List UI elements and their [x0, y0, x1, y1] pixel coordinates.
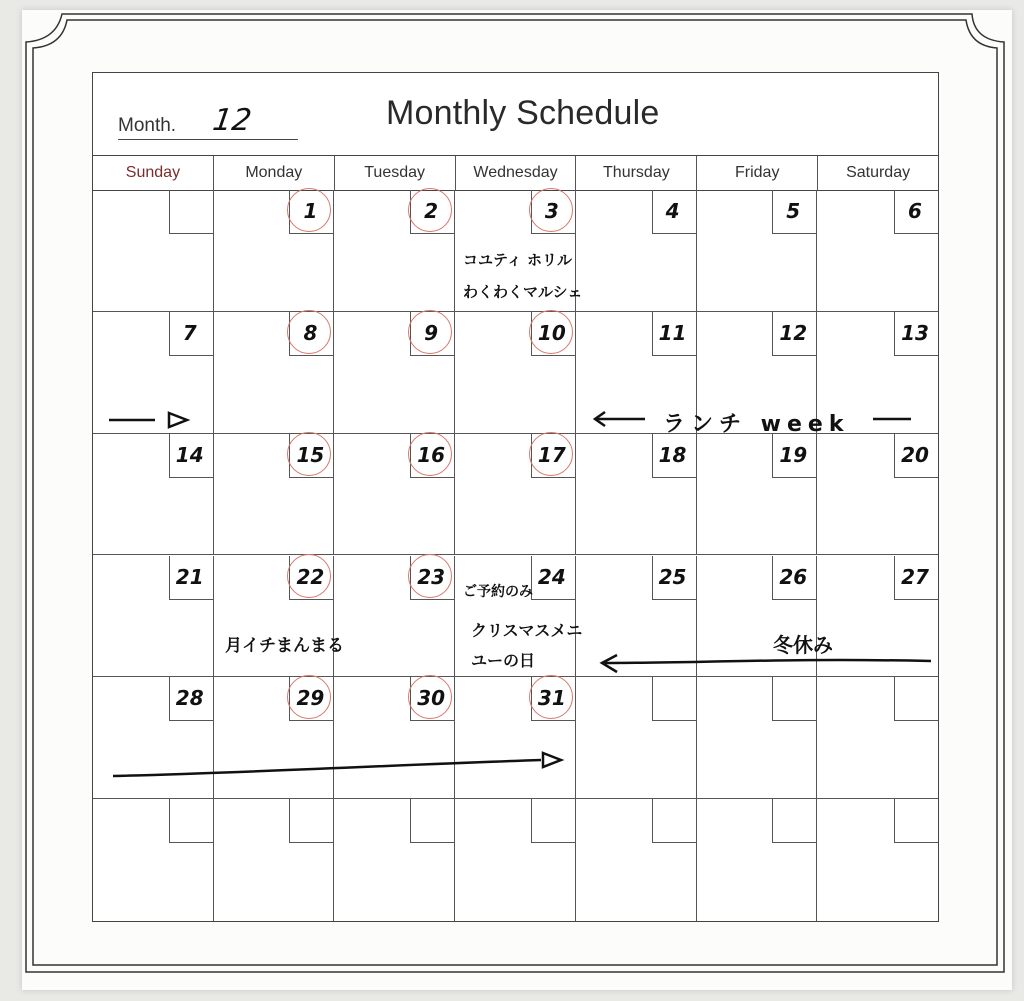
date-box [894, 677, 938, 721]
calendar-cell [334, 434, 455, 556]
calendar-cell [214, 556, 335, 678]
date-number: 3 [531, 190, 573, 232]
calendar-cell [93, 556, 214, 678]
weekday-saturday: Saturday [817, 156, 938, 190]
calendar-cell [93, 799, 214, 921]
date-number: 17 [531, 434, 573, 476]
date-number: 18 [658, 442, 687, 467]
date-number: 22 [289, 556, 331, 598]
date-number: 31 [531, 677, 573, 719]
calendar-cell [697, 556, 818, 678]
calendar-cell [214, 312, 335, 434]
weekday-tuesday: Tuesday [334, 156, 455, 190]
calendar-cell [817, 434, 938, 556]
calendar-cell [214, 190, 335, 312]
date-number: 11 [658, 320, 687, 345]
note-reservation-only: ご予約のみ [463, 584, 533, 600]
date-number: 9 [410, 312, 452, 354]
month-underline [118, 139, 298, 140]
calendar-cell [455, 434, 576, 556]
calendar-cell [576, 190, 697, 312]
note-christmas-day: ユーの日 [471, 651, 536, 670]
date-box [289, 799, 333, 843]
date-number: 23 [410, 556, 452, 598]
calendar-cell [576, 434, 697, 556]
date-number: 4 [665, 199, 680, 223]
date-number: 14 [175, 442, 204, 467]
date-number: 5 [786, 199, 801, 223]
calendar-cell [817, 677, 938, 799]
date-box [772, 799, 816, 843]
date-number: 6 [908, 199, 922, 223]
calendar-cell [455, 312, 576, 434]
schedule-sheet [92, 72, 939, 922]
date-number: 13 [901, 320, 929, 345]
calendar-cell [334, 312, 455, 434]
month-label: Month. [118, 115, 177, 136]
date-number: 25 [658, 564, 687, 589]
calendar-cell [817, 799, 938, 921]
calendar-cell [93, 434, 214, 556]
date-number: 10 [531, 312, 573, 354]
date-number: 21 [175, 564, 204, 589]
date-number: 24 [537, 564, 566, 589]
weekday-header-row [93, 155, 938, 191]
date-box [652, 677, 696, 721]
calendar-cell [214, 799, 335, 921]
date-box [169, 799, 213, 843]
weekday-wednesday: Wednesday [455, 156, 576, 190]
note-monthly-manmaru: 月イチまんまる [225, 636, 344, 656]
date-number: 28 [175, 686, 204, 711]
month-value: 12 [210, 103, 254, 138]
weekday-thursday: Thursday [575, 156, 696, 190]
date-box [894, 799, 938, 843]
weekday-friday: Friday [696, 156, 817, 190]
calendar-cell [334, 190, 455, 312]
date-number: 2 [410, 190, 452, 232]
calendar-cell [576, 799, 697, 921]
note-christmas-menu: クリスマスメニ [471, 621, 583, 640]
calendar-cell [334, 556, 455, 678]
calendar-cell [214, 434, 335, 556]
calendar-cell [576, 677, 697, 799]
whiteboard-calendar [22, 10, 1012, 990]
weekday-sunday: Sunday [125, 164, 181, 181]
date-box [169, 190, 213, 234]
calendar-cell [697, 434, 818, 556]
calendar-cell [697, 677, 818, 799]
date-box [652, 799, 696, 843]
date-number: 12 [779, 320, 808, 345]
note-community: コユティ ホリル [463, 251, 573, 269]
date-number: 29 [289, 677, 331, 719]
calendar-cell [93, 190, 214, 312]
date-number: 26 [779, 564, 808, 589]
date-number: 15 [289, 434, 331, 476]
calendar-cell [93, 312, 214, 434]
weekday-monday: Monday [213, 156, 334, 190]
date-number: 7 [182, 320, 197, 345]
date-number: 20 [901, 442, 929, 467]
calendar-cell [214, 677, 335, 799]
calendar-cell [455, 677, 576, 799]
calendar-cell [817, 190, 938, 312]
calendar-cell [334, 799, 455, 921]
calendar-cell [576, 556, 697, 678]
date-box [410, 799, 454, 843]
date-number: 1 [289, 190, 331, 232]
calendar-cell [697, 799, 818, 921]
calendar-cell [93, 677, 214, 799]
date-box [772, 677, 816, 721]
note-marche: わくわくマルシェ [463, 283, 583, 301]
calendar-cell [697, 190, 818, 312]
date-number: 8 [289, 312, 331, 354]
date-number: 19 [779, 442, 808, 467]
calendar-cell [817, 556, 938, 678]
note-lunch-week: ランチ week [663, 412, 850, 437]
note-winter-break: 冬休み [773, 633, 833, 657]
calendar-cell [334, 677, 455, 799]
page-title: Monthly Schedule [386, 94, 660, 132]
date-number: 27 [901, 564, 929, 589]
date-box [531, 799, 575, 843]
sheet-header [93, 73, 938, 155]
calendar-cell [455, 799, 576, 921]
date-number: 30 [410, 677, 452, 719]
date-number: 16 [410, 434, 452, 476]
